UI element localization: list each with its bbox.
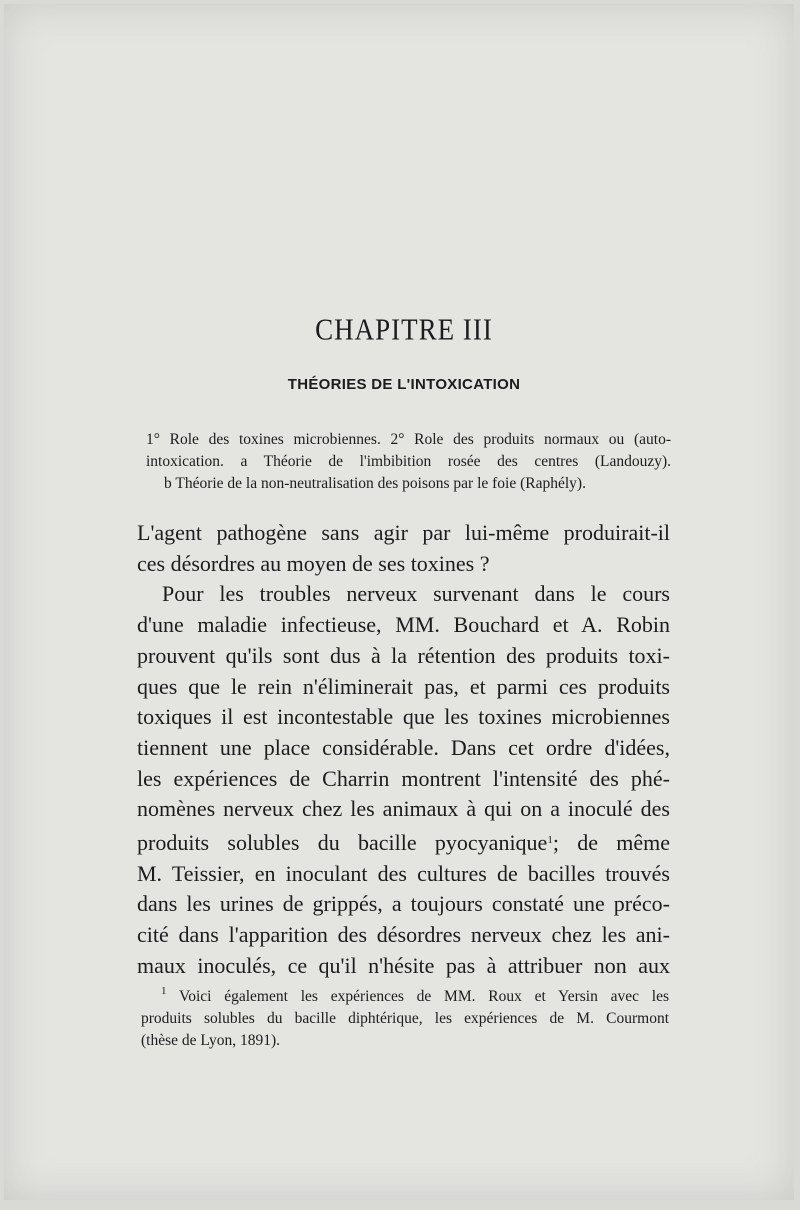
- body-line: les expériences de Charrin montrent l'intensité des phé-: [137, 765, 670, 791]
- body-line: prouvent qu'ils sont dus à la rétention des produits toxi-: [137, 642, 670, 668]
- footnote-line: produits solubles du bacille diphtérique, les expériences de M. Courmont: [141, 1010, 669, 1027]
- body-line: ques que le rein n'éliminerait pas, et parmi ces produits: [137, 673, 670, 699]
- body-line: maux inoculés, ce qu'il n'hésite pas à attribuer non aux: [137, 952, 670, 978]
- body-line: ces désordres au moyen de ses toxines ?: [137, 550, 490, 576]
- body-line: dans les urines de grippés, a toujours constaté une préco-: [137, 891, 670, 917]
- body-line-with-footnote: [137, 825, 670, 859]
- body-line-text: ; de même: [552, 830, 670, 856]
- footnote-line: [141, 980, 669, 1008]
- body-line: d'une maladie infectieuse, MM. Bouchard et A. Robin: [137, 612, 670, 638]
- section-title: THÉORIES DE L'INTOXICATION: [287, 376, 521, 393]
- body-line-text: produits solubles du bacille pyocyanique: [137, 830, 548, 856]
- body-line: nomènes nerveux chez les animaux à qui on a inoculé des: [137, 796, 670, 822]
- body-text: [137, 518, 670, 982]
- body-line: cité dans l'apparition des désordres nerveux chez les ani-: [137, 922, 670, 948]
- footnote: [141, 980, 669, 1052]
- body-line: toxiques il est incontestable que les toxines microbiennes: [137, 704, 670, 730]
- chapter-summary: [146, 429, 671, 495]
- body-line: tiennent une place considérable. Dans cet ordre d'idées,: [137, 734, 670, 760]
- footnote-marker: 1: [161, 985, 167, 997]
- book-page: [4, 4, 794, 1200]
- body-line: Pour les troubles nerveux survenant dans le cours: [162, 581, 670, 607]
- body-line: L'agent pathogène sans agir par lui-même produirait-il: [137, 520, 670, 545]
- summary-line: intoxication. a Théorie de l'imbibition rosée des centres (Landouzy).: [146, 453, 671, 470]
- summary-line: 1° Role des toxines microbiennes. 2° Role des produits normaux ou (auto-: [146, 431, 671, 448]
- footnote-reference[interactable]: 1: [547, 834, 553, 847]
- body-line: M. Teissier, en inoculant des cultures de bacilles trouvés: [137, 860, 670, 886]
- footnote-text: Voici également les expériences de MM. Roux et Yersin avec les: [179, 988, 669, 1005]
- chapter-heading: CHAPITRE III: [315, 312, 493, 347]
- footnote-line: (thèse de Lyon, 1891).: [141, 1032, 281, 1049]
- summary-line: b Théorie de la non-neutralisation des poisons par le foie (Raphély).: [164, 475, 586, 492]
